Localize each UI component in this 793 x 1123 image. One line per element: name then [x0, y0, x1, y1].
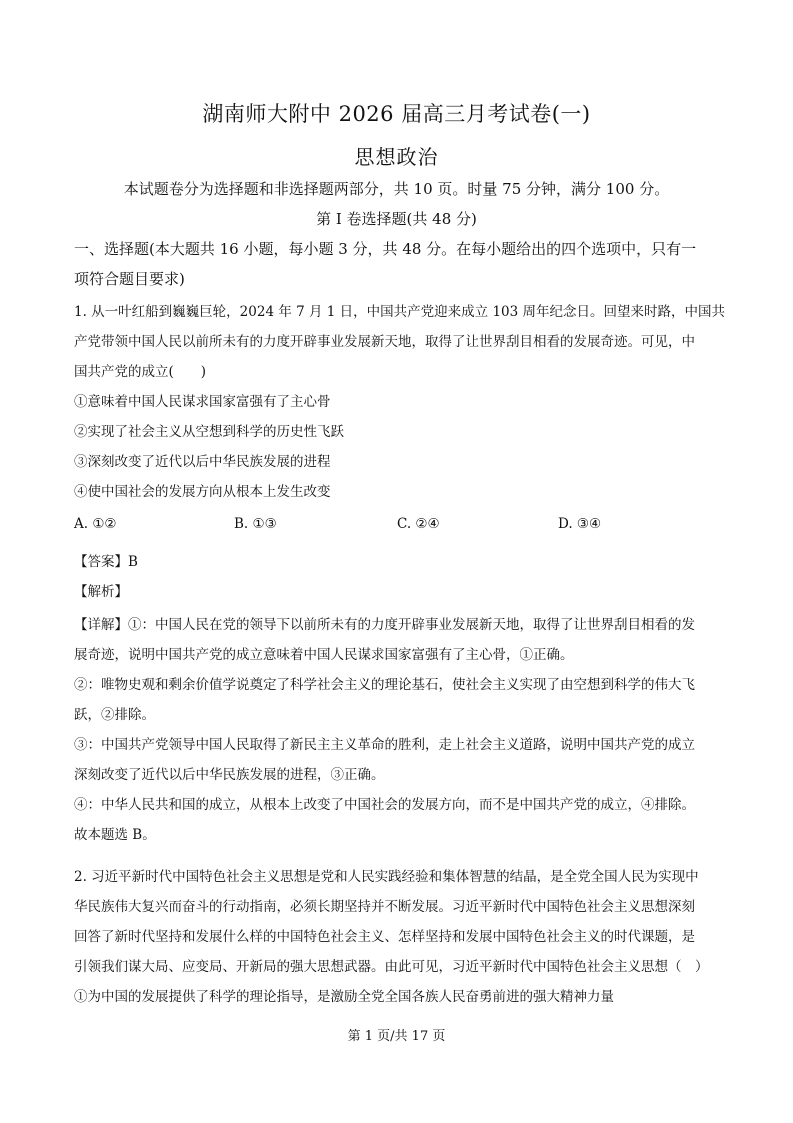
- q1-stem-line: 1. 从一叶红船到巍巍巨轮，2024 年 7 月 1 日，中国共产党迎来成立 103 周年纪念日。回望来时路，中国共: [74, 304, 726, 320]
- q1-explanation-line: ③：中国共产党领导中国人民取得了新民主主义革命的胜利，走上社会主义道路，说明中国共产党的成立: [74, 737, 695, 753]
- question-2: [74, 862, 724, 1012]
- q1-explanation-line: ④：中华人民共和国的成立，从根本上改变了中国社会的发展方向，而不是中国共产党的成立，④排除。: [74, 797, 695, 813]
- q1-stem-line: 国共产党的成立( ): [74, 364, 207, 380]
- q1-option-b: B. ①③: [234, 516, 277, 532]
- subject-title: 思想政治: [354, 145, 439, 169]
- q1-option-d: D. ③④: [558, 516, 602, 532]
- q1-explanation-line: 深刻改变了近代以后中华民族发展的进程，③正确。: [74, 767, 385, 783]
- q1-statement: ①意味着中国人民谋求国家富强有了主心骨: [74, 394, 331, 410]
- exam-intro: 本试题卷分为选择题和非选择题两部分，共 10 页。时量 75 分钟，满分 100 分。: [123, 180, 670, 198]
- q1-explanation-line: ②：唯物史观和剩余价值学说奠定了科学社会主义的理论基石，使社会主义实现了由空想到科学的伟大飞: [74, 677, 695, 693]
- q1-answer: 【答案】B: [74, 554, 138, 570]
- instructions: [74, 234, 724, 294]
- q1-explanation-line: 故本题选 B。: [74, 827, 156, 843]
- exam-title: 湖南师大附中 2026 届高三月考试卷(一): [202, 102, 591, 126]
- q1-statement: ③深刻改变了近代以后中华民族发展的进程: [74, 454, 331, 470]
- question-1: [74, 297, 724, 507]
- section-title: 第 I 卷选择题(共 48 分): [316, 210, 477, 228]
- q1-explanation-line: 跃，②排除。: [74, 707, 155, 723]
- q1-statement: ④使中国社会的发展方向从根本上发生改变: [74, 484, 331, 500]
- q1-explanation: [74, 610, 724, 850]
- q1-options: [74, 516, 724, 546]
- q2-stem-line: 引领我们谋大局、应变局、开新局的强大思想武器。由此可见，习近平新时代中国特色社会主义思想（ ）: [74, 959, 709, 975]
- q2-stem-line: 回答了新时代坚持和发展什么样的中国特色社会主义、怎样坚持和发展中国特色社会主义的时代课题，是: [74, 929, 695, 945]
- instructions-line: 一、选择题(本大题共 16 小题，每小题 3 分，共 48 分。在每小题给出的四个选项中，只有一: [74, 240, 697, 258]
- q1-answer-block: [74, 547, 724, 607]
- q2-stem-line: ①为中国的发展提供了科学的理论指导，是激励全党全国各族人民奋勇前进的强大精神力量: [74, 989, 614, 1005]
- q1-option-c: C. ②④: [397, 516, 440, 532]
- page-footer: 第 1 页/共 17 页: [347, 1029, 446, 1044]
- instructions-line: 项符合题目要求): [74, 270, 185, 288]
- q2-stem-line: 2. 习近平新时代中国特色社会主义思想是党和人民实践经验和集体智慧的结晶，是全党全国人民为实现中: [74, 869, 699, 885]
- q2-stem-line: 华民族伟大复兴而奋斗的行动指南，必须长期坚持并不断发展。习近平新时代中国特色社会主义思想深刻: [74, 899, 695, 915]
- q1-explanation-line: 【详解】①：中国人民在党的领导下以前所未有的力度开辟事业发展新天地，取得了让世界刮目相看的发: [74, 617, 695, 633]
- q1-statement: ②实现了社会主义从空想到科学的历史性飞跃: [74, 424, 344, 440]
- q1-analysis-label: 【解析】: [74, 584, 128, 600]
- q1-option-a: A. ①②: [74, 516, 117, 532]
- q1-stem-line: 产党带领中国人民以前所未有的力度开辟事业发展新天地，取得了让世界刮目相看的发展奇迹。可见，中: [74, 334, 695, 350]
- q1-explanation-line: 展奇迹，说明中国共产党的成立意味着中国人民谋求国家富强有了主心骨，①正确。: [74, 647, 574, 663]
